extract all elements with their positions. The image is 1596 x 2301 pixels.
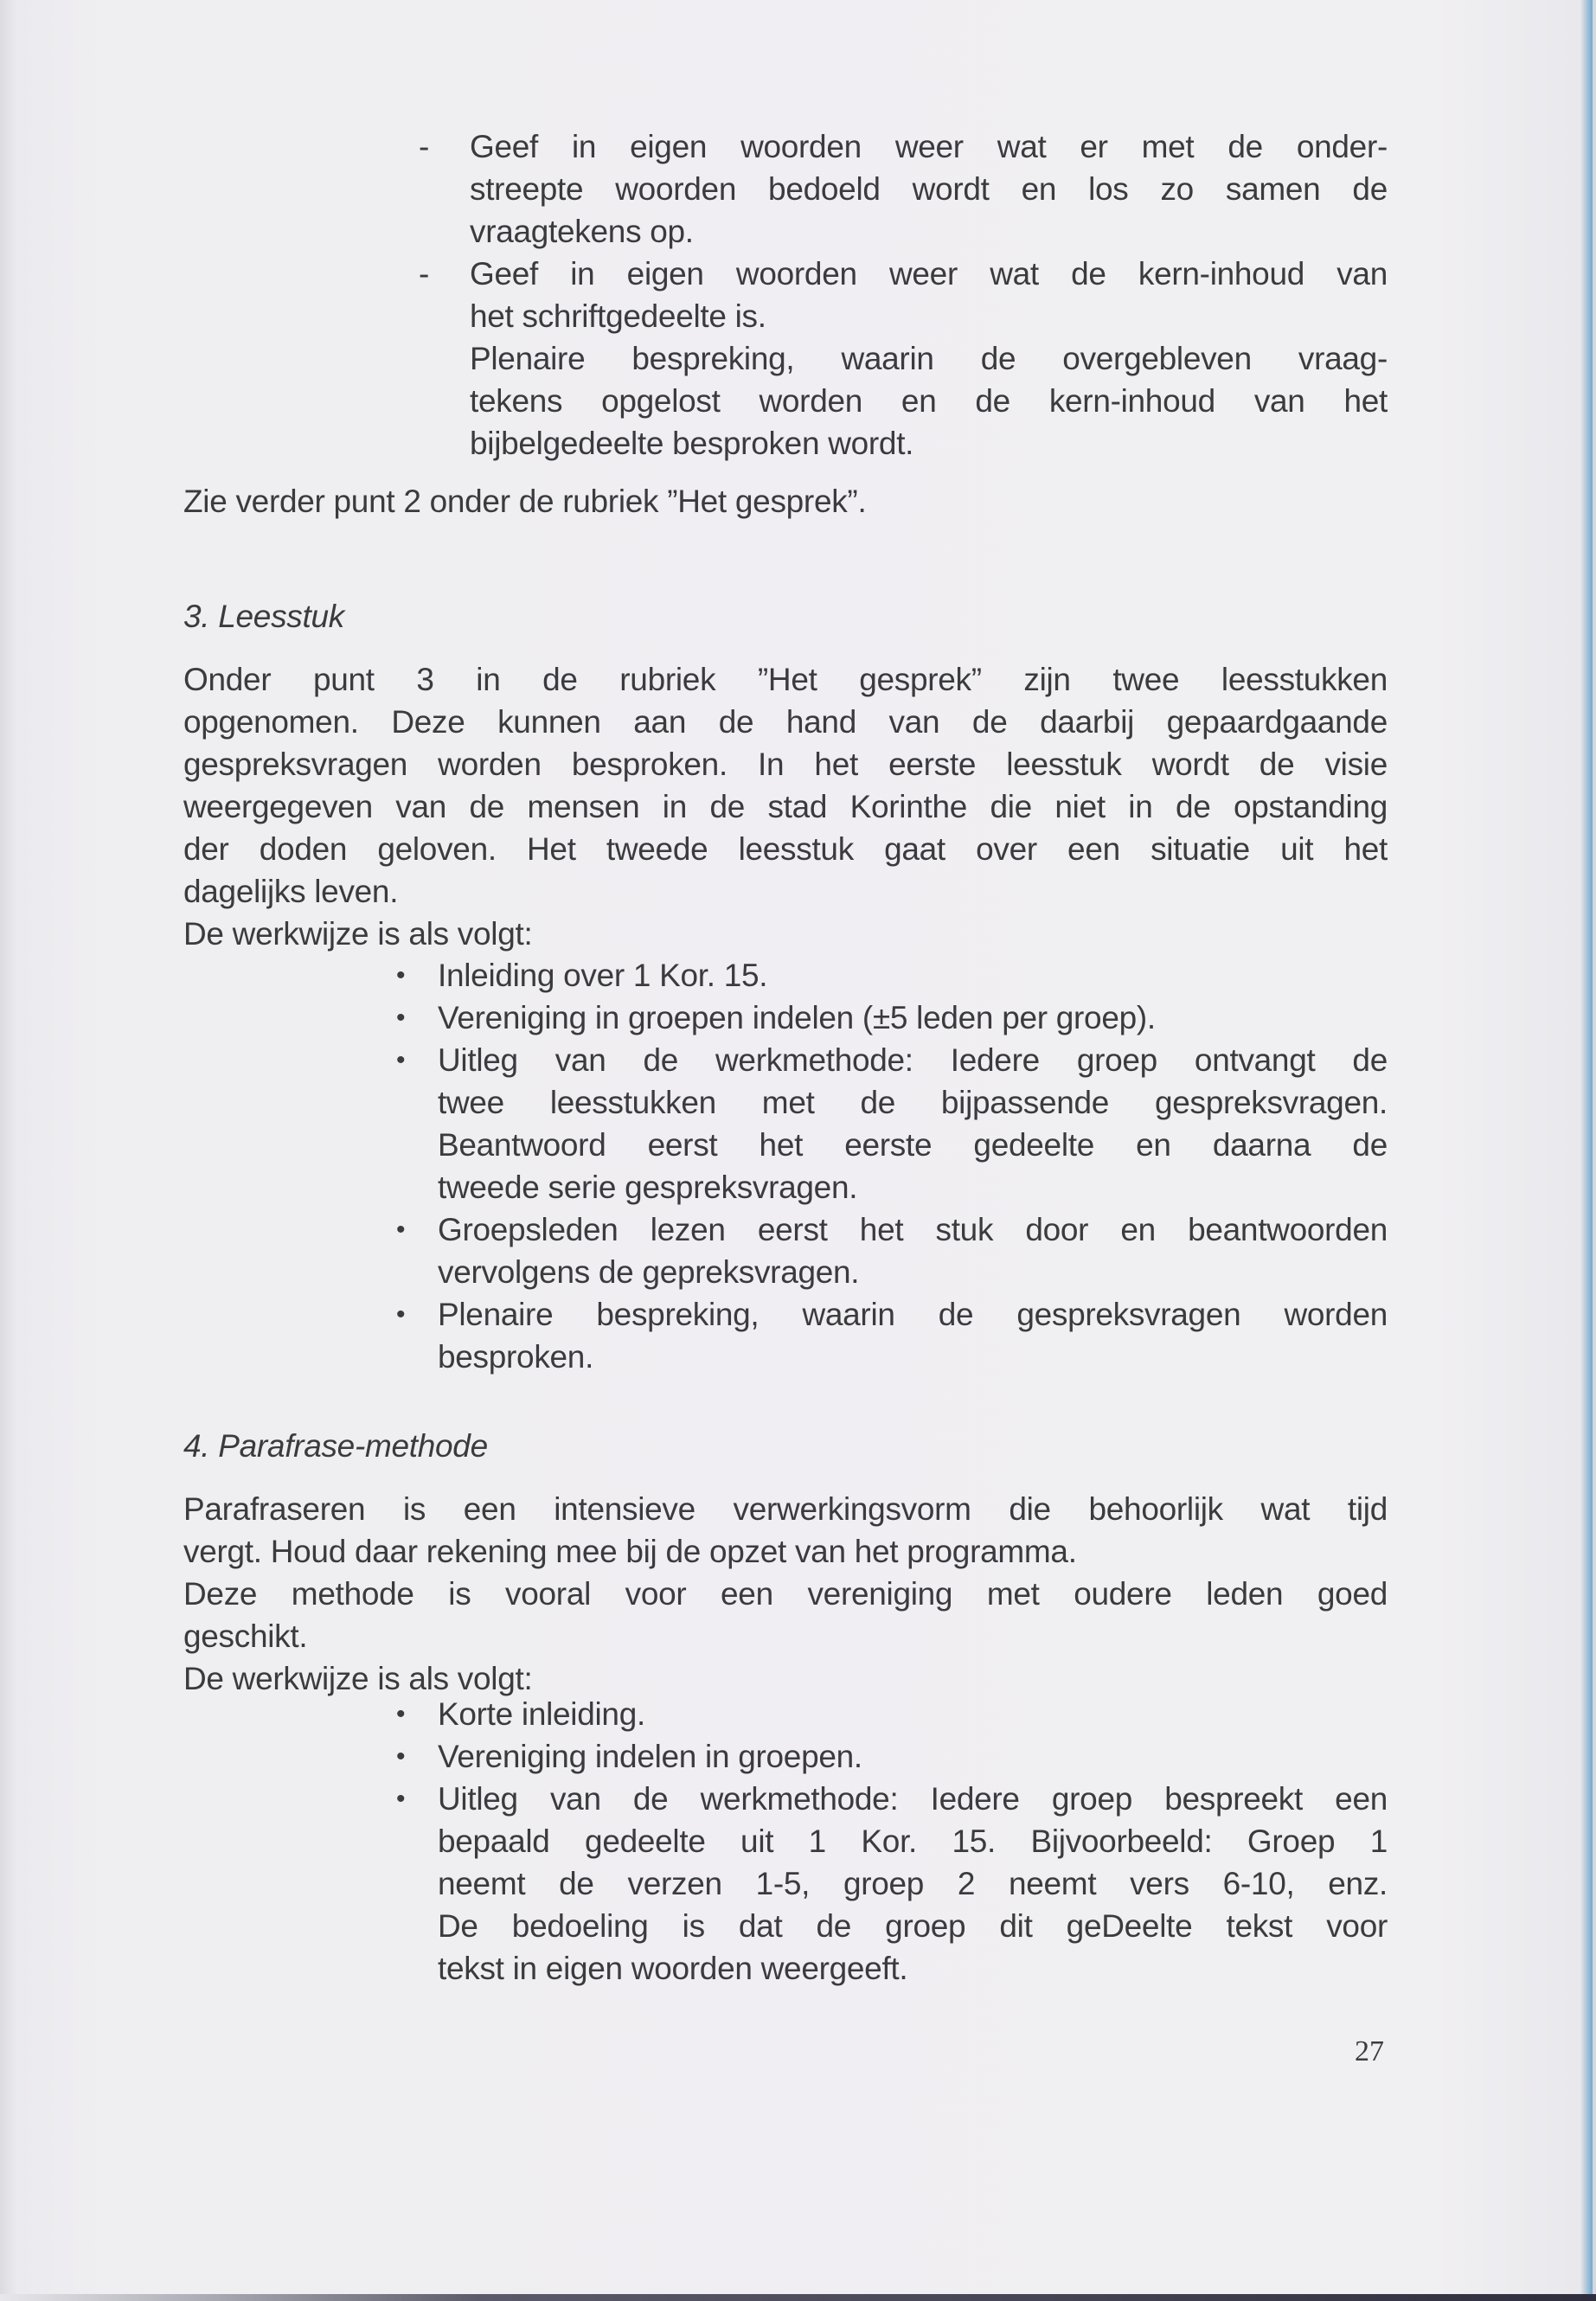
dash-marker: - (419, 256, 430, 292)
text-line: Plenaire bespreking, waarin de gespreksvragen worden (438, 1297, 1388, 1332)
text-line: vervolgens de gepreksvragen. (438, 1254, 860, 1290)
text-line: Inleiding over 1 Kor. 15. (438, 958, 768, 993)
instruction-list (419, 125, 1388, 465)
text-line: bijbelgedeelte besproken wordt. (470, 426, 914, 461)
text-line: opgenomen. Deze kunnen aan de hand van de daarbij gepaardgaande (183, 704, 1388, 740)
section-4-bullet-list (396, 1693, 1388, 1990)
text-line: het schriftgedeelte is. (470, 298, 766, 334)
text-line: Uitleg van de werkmethode: Iedere groep ontvangt de (438, 1042, 1388, 1078)
text-line: gespreksvragen worden besproken. In het eerste leesstuk wordt de visie (183, 747, 1388, 782)
text-line: der doden geloven. Het tweede leesstuk gaat over een situatie uit het (183, 831, 1388, 867)
section-3-heading: 3. Leesstuk (183, 599, 344, 634)
text-line: Plenaire bespreking, waarin de overgebleven vraag- (470, 341, 1388, 376)
list-item (396, 1778, 1388, 1990)
text-line: Beantwoord eerst het eerste gedeelte en daarna de (438, 1127, 1388, 1163)
text-line: De werkwijze is als volgt: (183, 1661, 533, 1696)
text-line: Zie verder punt 2 onder de rubriek ”Het gesprek”. (183, 484, 867, 519)
scan-edge (0, 2294, 1596, 2301)
text-line: Vereniging in groepen indelen (±5 leden per groep). (438, 1000, 1156, 1035)
bullet-icon: • (396, 1300, 406, 1329)
section-3-paragraph (183, 658, 1388, 955)
text-line: Vereniging indelen in groepen. (438, 1739, 862, 1774)
bullet-icon: • (396, 1046, 406, 1074)
bullet-icon: • (396, 961, 406, 990)
bullet-icon: • (396, 1785, 406, 1813)
text-line: besproken. (438, 1339, 594, 1375)
list-item (396, 954, 1388, 997)
text-line: weergegeven van de mensen in de stad Korinthe die niet in de opstanding (183, 789, 1388, 824)
list-item (396, 1735, 1388, 1778)
page-edge (1593, 0, 1596, 2301)
text-line: Deze methode is vooral voor een vereniging met oudere leden goed (183, 1576, 1388, 1612)
text-line: De werkwijze is als volgt: (183, 916, 533, 952)
page-number: 27 (1355, 2035, 1384, 2067)
text-line: Uitleg van de werkmethode: Iedere groep bespreekt een (438, 1781, 1388, 1817)
section-4-paragraph (183, 1488, 1388, 1700)
text-line: Geef in eigen woorden weer wat de kern-inhoud van (470, 256, 1388, 292)
text-line: tweede serie gespreksvragen. (438, 1170, 858, 1205)
list-item (419, 125, 1388, 253)
text-line: neemt de verzen 1-5, groep 2 neemt vers 6-10, enz. (438, 1866, 1388, 1901)
list-item (396, 1693, 1388, 1735)
dash-marker: - (419, 129, 430, 164)
text-line: Groepsleden lezen eerst het stuk door en beantwoorden (438, 1212, 1388, 1247)
bullet-icon: • (396, 1003, 406, 1032)
text-line: Geef in eigen woorden weer wat er met de onder- (470, 129, 1388, 164)
section-3-bullet-list (396, 954, 1388, 1378)
see-also-note (183, 480, 1388, 522)
list-item (396, 1208, 1388, 1293)
section-4-heading: 4. Parafrase-methode (183, 1428, 488, 1464)
text-line: Parafraseren is een intensieve verwerkingsvorm die behoorlijk wat tijd (183, 1491, 1388, 1527)
text-line: streepte woorden bedoeld wordt en los zo samen de (470, 171, 1388, 207)
text-line: De bedoeling is dat de groep dit geDeelte tekst voor (438, 1908, 1388, 1944)
text-line: twee leesstukken met de bijpassende gespreksvragen. (438, 1085, 1388, 1120)
bullet-icon: • (396, 1700, 406, 1728)
text-line: Onder punt 3 in de rubriek ”Het gesprek” zijn twee leesstukken (183, 662, 1388, 697)
text-line: Korte inleiding. (438, 1696, 645, 1732)
text-line: vergt. Houd daar rekening mee bij de opzet van het programma. (183, 1534, 1077, 1569)
bullet-icon: • (396, 1742, 406, 1771)
list-item (396, 1039, 1388, 1208)
bullet-icon: • (396, 1215, 406, 1244)
text-line: vraagtekens op. (470, 214, 694, 249)
list-item (419, 253, 1388, 337)
text-line: dagelijks leven. (183, 874, 399, 909)
text-line: bepaald gedeelte uit 1 Kor. 15. Bijvoorbeeld: Groep 1 (438, 1823, 1388, 1859)
list-item (396, 997, 1388, 1039)
text-line: tekst in eigen woorden weergeeft. (438, 1951, 908, 1986)
text-line: geschikt. (183, 1618, 308, 1654)
list-item (419, 337, 1388, 465)
text-line: tekens opgelost worden en de kern-inhoud van het (470, 383, 1388, 419)
list-item (396, 1293, 1388, 1378)
